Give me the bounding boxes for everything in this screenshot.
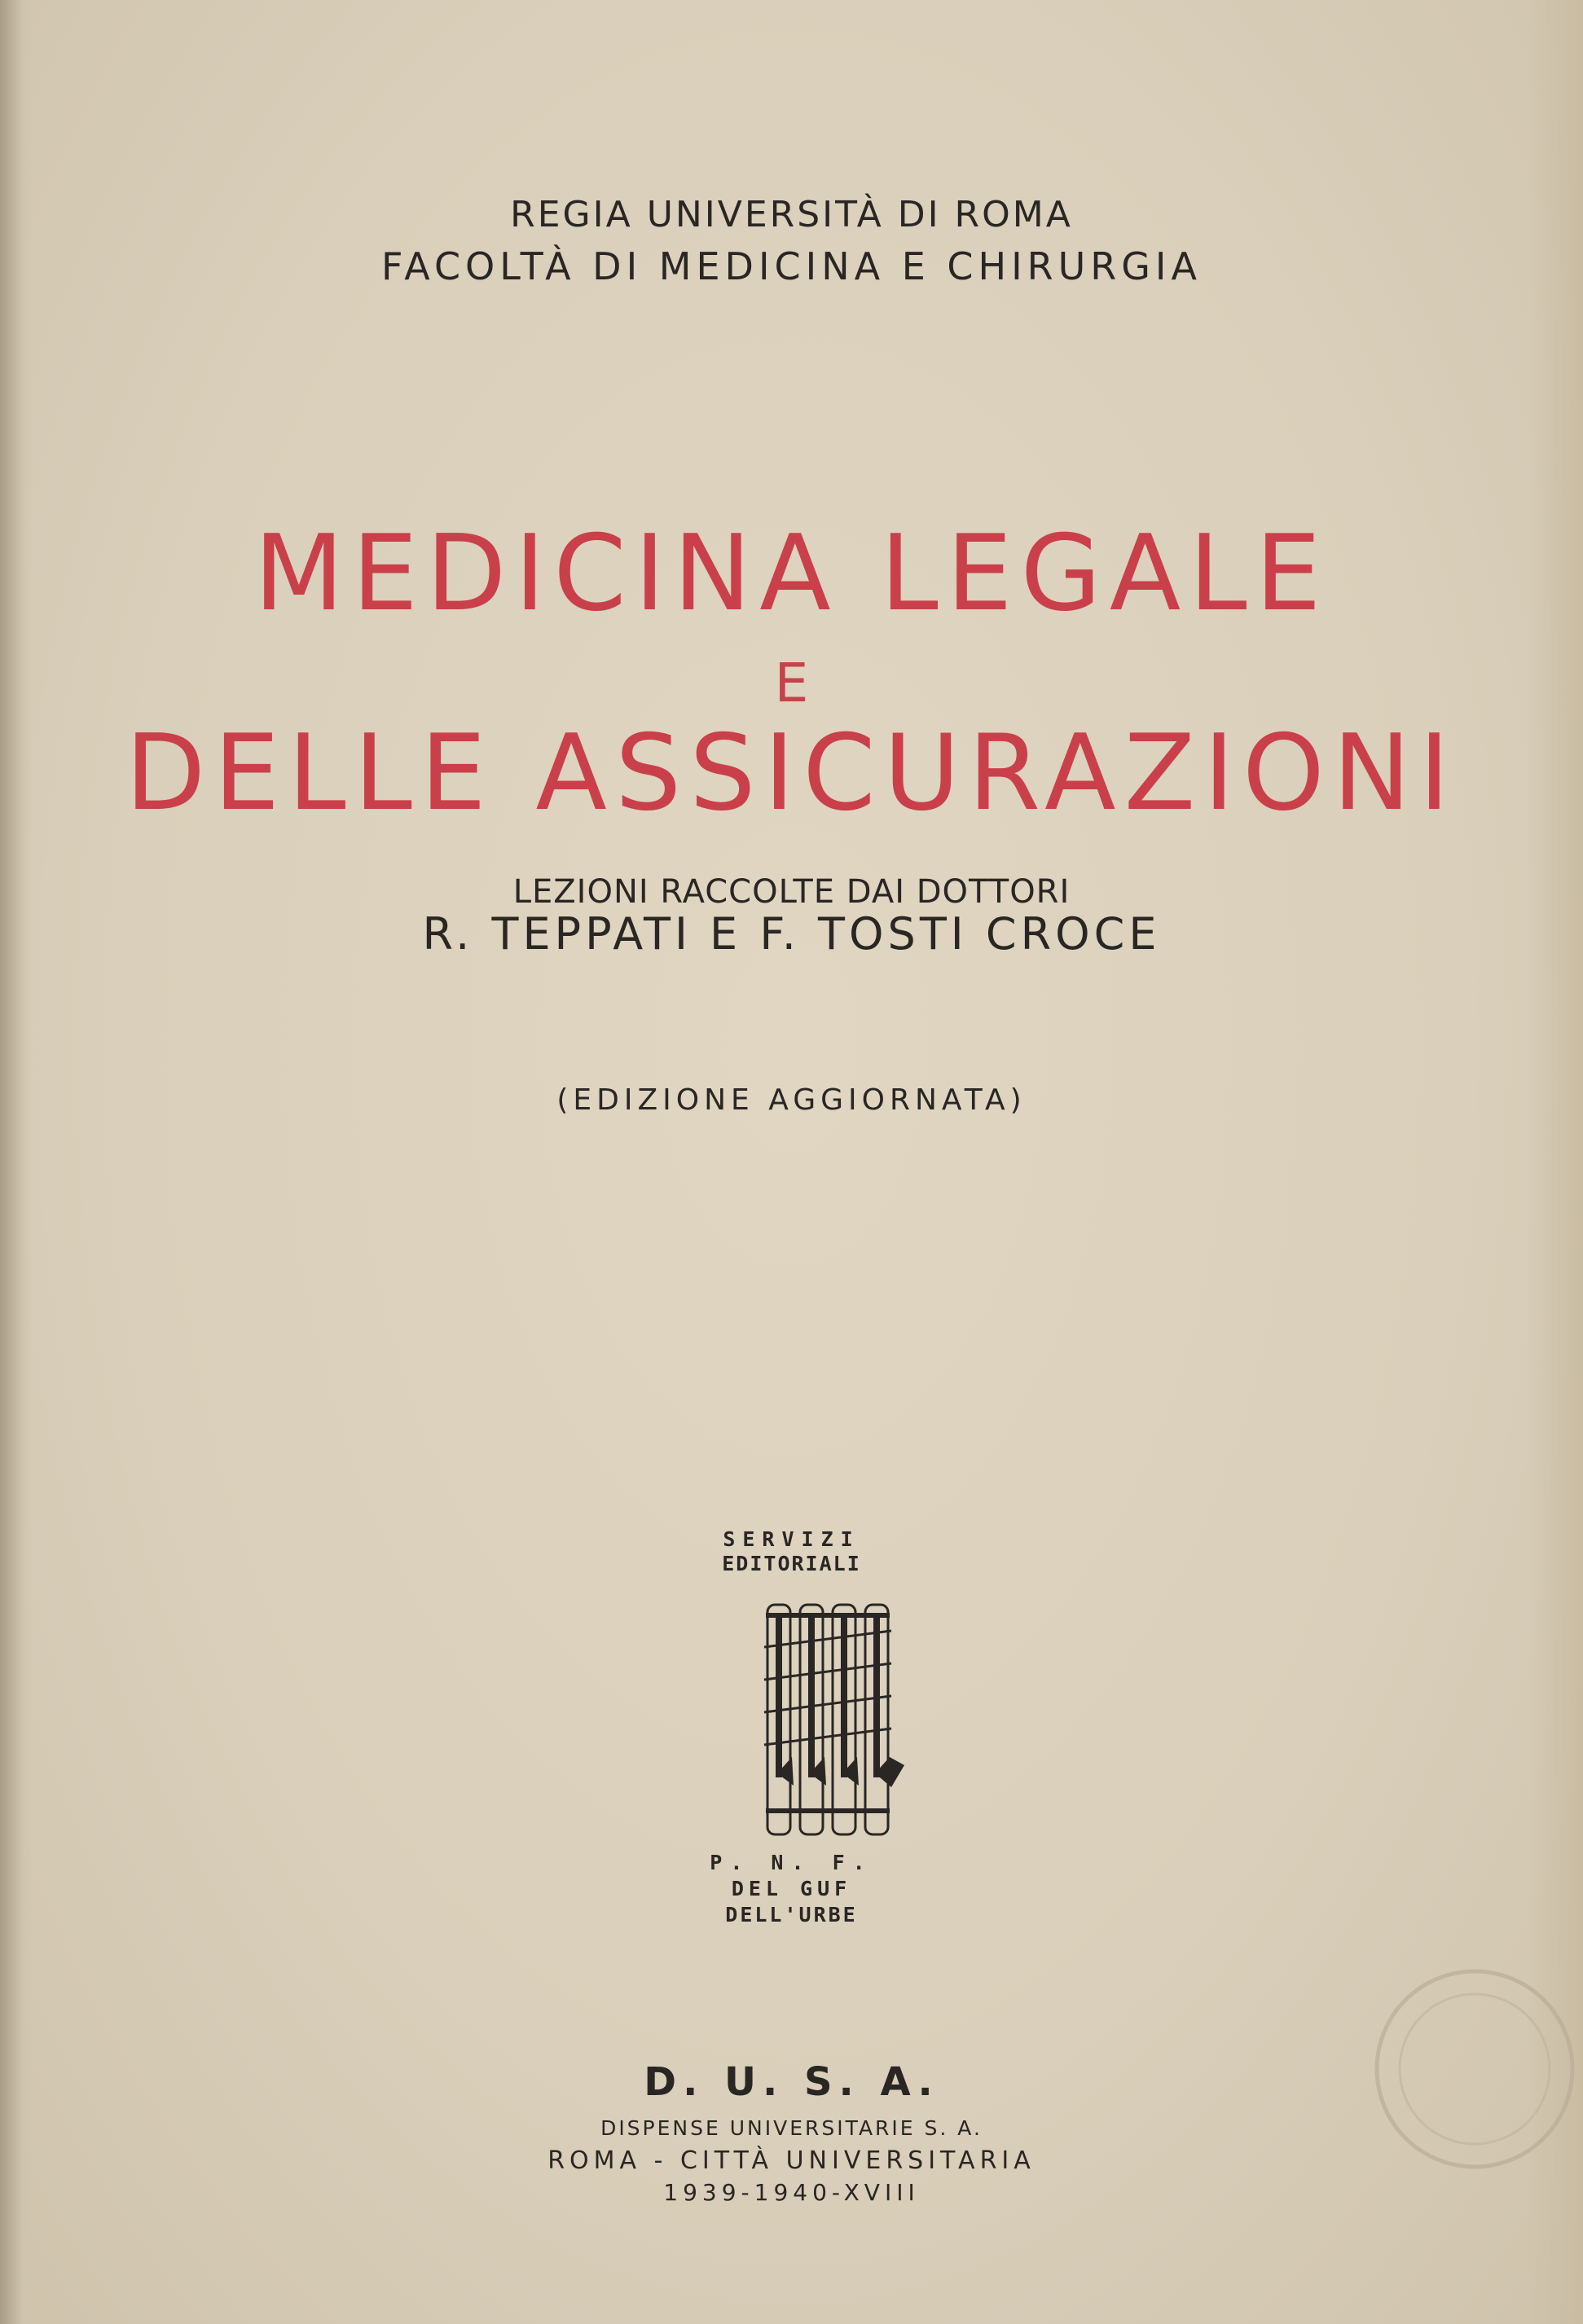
publication-years: 1939-1940-XVIII [663,2179,920,2206]
credits-intro: LEZIONI RACCOLTE DAI DOTTORI [512,873,1071,911]
publisher-full-name: DISPENSE UNIVERSITARIE S. A. [600,2116,983,2140]
logo-bottom-line-2: DEL GUF [731,1877,852,1900]
authors: R. TEPPATI E F. TOSTI CROCE [422,908,1161,960]
publisher-location: ROMA - CITTÀ UNIVERSITARIA [547,2146,1036,2175]
title-line-2: E [774,652,809,714]
logo-top-line-2: EDITORIALI [722,1552,861,1575]
logo-bottom-line-1: P. N. F. [710,1851,873,1874]
edition-note: (EDIZIONE AGGIORNATA) [556,1083,1027,1117]
faculty-name: FACOLTÀ DI MEDICINA E CHIRURGIA [381,244,1202,288]
faded-stamp-icon [1352,1947,1583,2191]
title-line-1: MEDICINA LEGALE [253,513,1330,635]
institution-name: REGIA UNIVERSITÀ DI ROMA [510,194,1073,235]
title-line-3: DELLE ASSICURAZIONI [125,713,1458,834]
logo-bottom-line-3: DELL'URBE [725,1903,858,1926]
cover-left-edge [0,0,33,2324]
fasces-emblem-icon [761,1598,908,1839]
publisher-name: D. U. S. A. [644,2059,939,2105]
logo-top-line-1: SERVIZI [723,1527,860,1551]
